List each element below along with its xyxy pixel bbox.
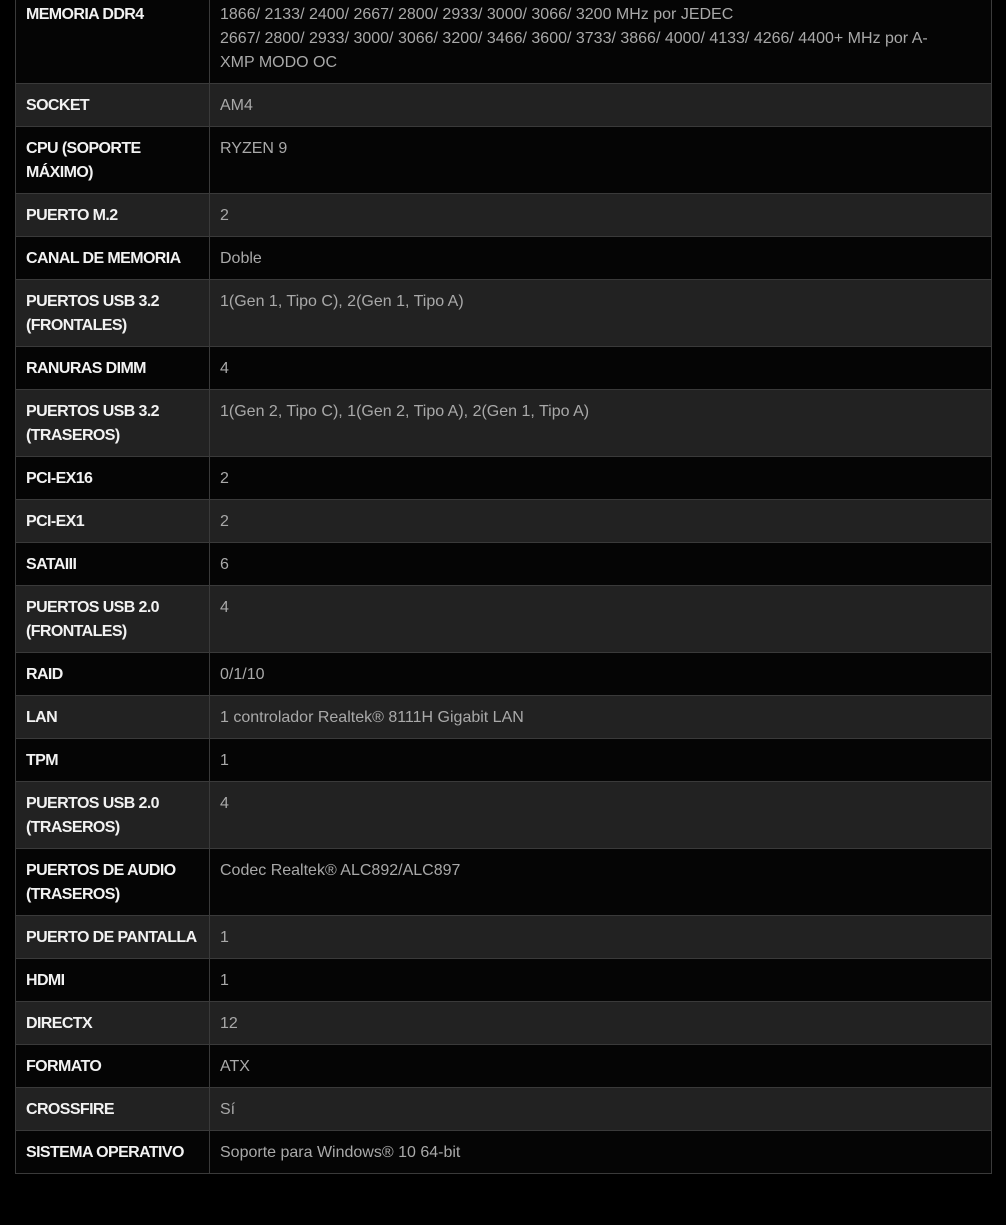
spec-value-line: Sí	[220, 1101, 236, 1118]
spec-value-line: 4	[220, 599, 229, 616]
spec-value	[210, 959, 992, 1002]
spec-label: PUERTOS DE AUDIO (TRASEROS)	[16, 849, 210, 916]
spec-value	[210, 696, 992, 739]
spec-value	[210, 127, 992, 194]
spec-label: PUERTOS USB 2.0 (FRONTALES)	[16, 586, 210, 653]
spec-value-line: 1(Gen 1, Tipo C), 2(Gen 1, Tipo A)	[220, 293, 464, 310]
spec-value	[210, 849, 992, 916]
spec-value	[210, 0, 992, 84]
table-row	[16, 916, 992, 959]
spec-label: PUERTOS USB 3.2 (TRASEROS)	[16, 390, 210, 457]
spec-value	[210, 543, 992, 586]
spec-label: PCI-EX1	[16, 500, 210, 543]
spec-value-line: 1(Gen 2, Tipo C), 1(Gen 2, Tipo A), 2(Gen 1, Tipo A)	[220, 403, 590, 420]
table-row	[16, 586, 992, 653]
table-row	[16, 457, 992, 500]
spec-table-container	[15, 0, 991, 1174]
spec-value-line: 4	[220, 360, 229, 377]
spec-value-line: AM4	[220, 97, 253, 114]
spec-label: DIRECTX	[16, 1002, 210, 1045]
spec-label: SOCKET	[16, 84, 210, 127]
table-row	[16, 500, 992, 543]
table-row	[16, 84, 992, 127]
spec-value-line: Codec Realtek® ALC892/ALC897	[220, 862, 461, 879]
spec-label: CPU (SOPORTE MÁXIMO)	[16, 127, 210, 194]
spec-value-line: ATX	[220, 1058, 250, 1075]
spec-value-line: RYZEN 9	[220, 140, 288, 157]
spec-value	[210, 280, 992, 347]
spec-table	[15, 0, 992, 1174]
table-row	[16, 194, 992, 237]
table-row	[16, 1131, 992, 1174]
table-row	[16, 347, 992, 390]
spec-label: PUERTOS USB 3.2 (FRONTALES)	[16, 280, 210, 347]
spec-label: PUERTO DE PANTALLA	[16, 916, 210, 959]
spec-value-line: 2	[220, 513, 229, 530]
table-row	[16, 0, 992, 84]
spec-value	[210, 782, 992, 849]
spec-label: SISTEMA OPERATIVO	[16, 1131, 210, 1174]
table-row	[16, 959, 992, 1002]
spec-label: TPM	[16, 739, 210, 782]
spec-value-line: Doble	[220, 250, 262, 267]
spec-value	[210, 1131, 992, 1174]
table-row	[16, 849, 992, 916]
spec-value-line: 1866/ 2133/ 2400/ 2667/ 2800/ 2933/ 3000/ 3066/ 3200 MHz por JEDEC	[220, 6, 734, 23]
spec-value-line: 0/1/10	[220, 666, 265, 683]
spec-value	[210, 1002, 992, 1045]
table-row	[16, 237, 992, 280]
spec-value	[210, 500, 992, 543]
spec-value-line: 2	[220, 207, 229, 224]
spec-value	[210, 457, 992, 500]
spec-value-line: Soporte para Windows® 10 64-bit	[220, 1144, 461, 1161]
spec-label: RANURAS DIMM	[16, 347, 210, 390]
spec-value-line: 1 controlador Realtek® 8111H Gigabit LAN	[220, 709, 524, 726]
spec-value	[210, 739, 992, 782]
table-row	[16, 782, 992, 849]
spec-value-line: 1	[220, 929, 229, 946]
spec-value-line: 2	[220, 470, 229, 487]
table-row	[16, 696, 992, 739]
spec-label: HDMI	[16, 959, 210, 1002]
spec-label: PUERTOS USB 2.0 (TRASEROS)	[16, 782, 210, 849]
table-row	[16, 1088, 992, 1131]
spec-value	[210, 390, 992, 457]
spec-label: PUERTO M.2	[16, 194, 210, 237]
spec-value	[210, 653, 992, 696]
spec-value	[210, 916, 992, 959]
spec-value	[210, 1088, 992, 1131]
spec-value-line: 2667/ 2800/ 2933/ 3000/ 3066/ 3200/ 3466/ 3600/ 3733/ 3866/ 4000/ 4133/ 4266/ 4400+ MHz por A-	[220, 30, 928, 47]
spec-value	[210, 194, 992, 237]
table-row	[16, 739, 992, 782]
spec-label: SATAIII	[16, 543, 210, 586]
spec-label: RAID	[16, 653, 210, 696]
spec-value	[210, 84, 992, 127]
spec-value-line: 1	[220, 752, 229, 769]
table-row	[16, 280, 992, 347]
spec-value-line: 12	[220, 1015, 238, 1032]
spec-value	[210, 1045, 992, 1088]
spec-value-line: 1	[220, 972, 229, 989]
spec-value-line: 6	[220, 556, 229, 573]
spec-label: LAN	[16, 696, 210, 739]
spec-table-body	[16, 0, 992, 1174]
table-row	[16, 543, 992, 586]
spec-value	[210, 586, 992, 653]
table-row	[16, 653, 992, 696]
table-row	[16, 1002, 992, 1045]
table-row	[16, 127, 992, 194]
spec-label: MEMORIA DDR4	[16, 0, 210, 84]
table-row	[16, 1045, 992, 1088]
spec-label: PCI-EX16	[16, 457, 210, 500]
spec-value	[210, 347, 992, 390]
spec-value	[210, 237, 992, 280]
spec-value-line: 4	[220, 795, 229, 812]
table-row	[16, 390, 992, 457]
spec-value-line: XMP MODO OC	[220, 54, 338, 71]
spec-label: CROSSFIRE	[16, 1088, 210, 1131]
spec-label: FORMATO	[16, 1045, 210, 1088]
spec-label: CANAL DE MEMORIA	[16, 237, 210, 280]
